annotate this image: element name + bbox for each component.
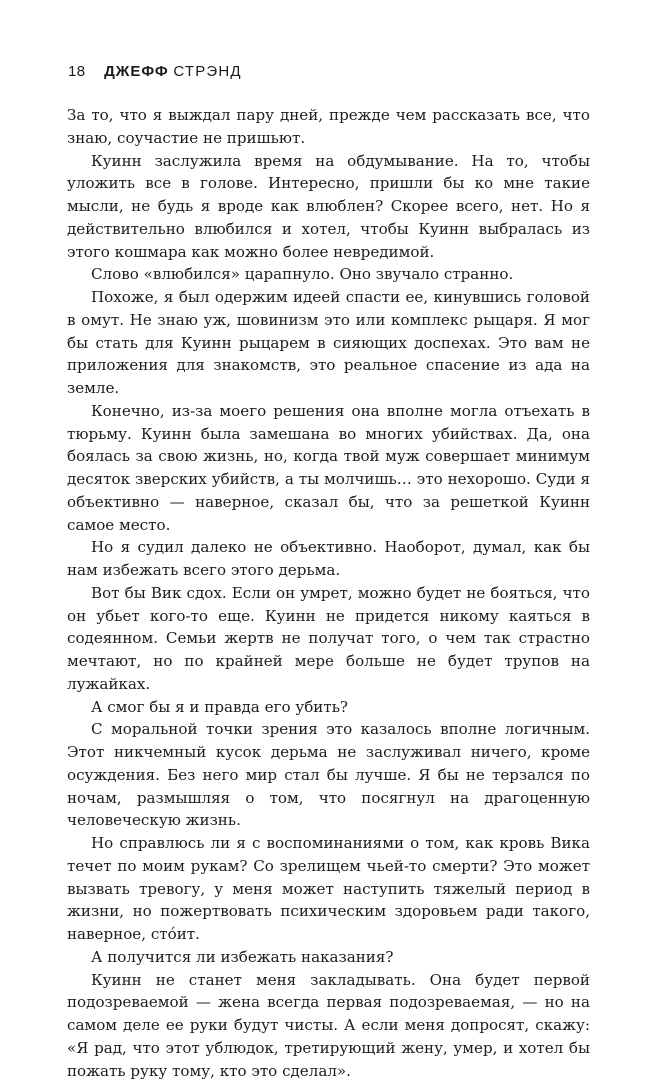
body-text xyxy=(67,104,590,1082)
paragraph-2: Куинн заслужила время на обдумывание. На то, чтобы уложить все в голове. Интересно, пришли бы ко мне такие мысли, не будь я вроде как влюблен? Скорее всего, нет. Но я действительно влюбился и хотел, чтобы Куинн выбралась из этого кошмара как можно более невредимой. xyxy=(67,150,590,264)
page-number: 18 xyxy=(68,63,86,80)
paragraph-1: За то, что я выждал пару дней, прежде чем рассказать все, что знаю, соучастие не пришьют. xyxy=(67,104,590,150)
paragraph-10: Но справлюсь ли я с воспоминаниями о том, как кровь Вика течет по моим рукам? Со зрелищем чьей-то смерти? Это может вызвать тревогу, у меня может наступить тяжелый период в жизни, но пожертвовать психическим здоровьем ради такого, наверное, сто́ит. xyxy=(67,832,590,946)
running-head xyxy=(68,63,242,80)
paragraph-3: Слово «влюбился» царапнуло. Оно звучало странно. xyxy=(67,263,590,286)
paragraph-12: Куинн не станет меня закладывать. Она будет первой подозреваемой — жена всегда первая подозреваемая, — но на самом деле ее руки будут чисты. А если меня допросят, скажу: «Я рад, что этот ублюдок, третирующий жену, умер, и хотел бы пожать руку тому, кто это сделал». xyxy=(67,969,590,1082)
author-first-name: ДЖЕФФ xyxy=(104,63,169,80)
paragraph-9: С моральной точки зрения это казалось вполне логичным. Этот никчемный кусок дерьма не заслуживал ничего, кроме осуждения. Без него мир стал бы лучше. Я бы не терзался по ночам, размышляя о том, что посягнул на драгоценную человеческую жизнь. xyxy=(67,718,590,832)
author-last-name: СТРЭНД xyxy=(173,63,241,80)
paragraph-6: Но я судил далеко не объективно. Наоборот, думал, как бы нам избежать всего этого дерьма. xyxy=(67,536,590,582)
paragraph-5: Конечно, из-за моего решения она вполне могла отъехать в тюрьму. Куинн была замешана во многих убийствах. Да, она боялась за свою жизнь, но, когда твой муж совершает минимум десяток зверских убийств, а ты молчишь… это нехорошо. Суди я объективно — наверное, сказал бы, что за решеткой Куинн самое место. xyxy=(67,400,590,537)
paragraph-7: Вот бы Вик сдох. Если он умрет, можно будет не бояться, что он убьет кого-то еще. Куинн не придется никому каяться в содеянном. Семьи жертв не получат того, о чем так страстно мечтают, но по крайней мере больше не будет трупов на лужайках. xyxy=(67,582,590,696)
paragraph-4: Похоже, я был одержим идеей спасти ее, кинувшись головой в омут. Не знаю уж, шовинизм это или комплекс рыцаря. Я мог бы стать для Куинн рыцарем в сияющих доспехах. Это вам не приложения для знакомств, это реальное спасение из ада на земле. xyxy=(67,286,590,400)
paragraph-8: А смог бы я и правда его убить? xyxy=(67,696,590,719)
paragraph-11: А получится ли избежать наказания? xyxy=(67,946,590,969)
